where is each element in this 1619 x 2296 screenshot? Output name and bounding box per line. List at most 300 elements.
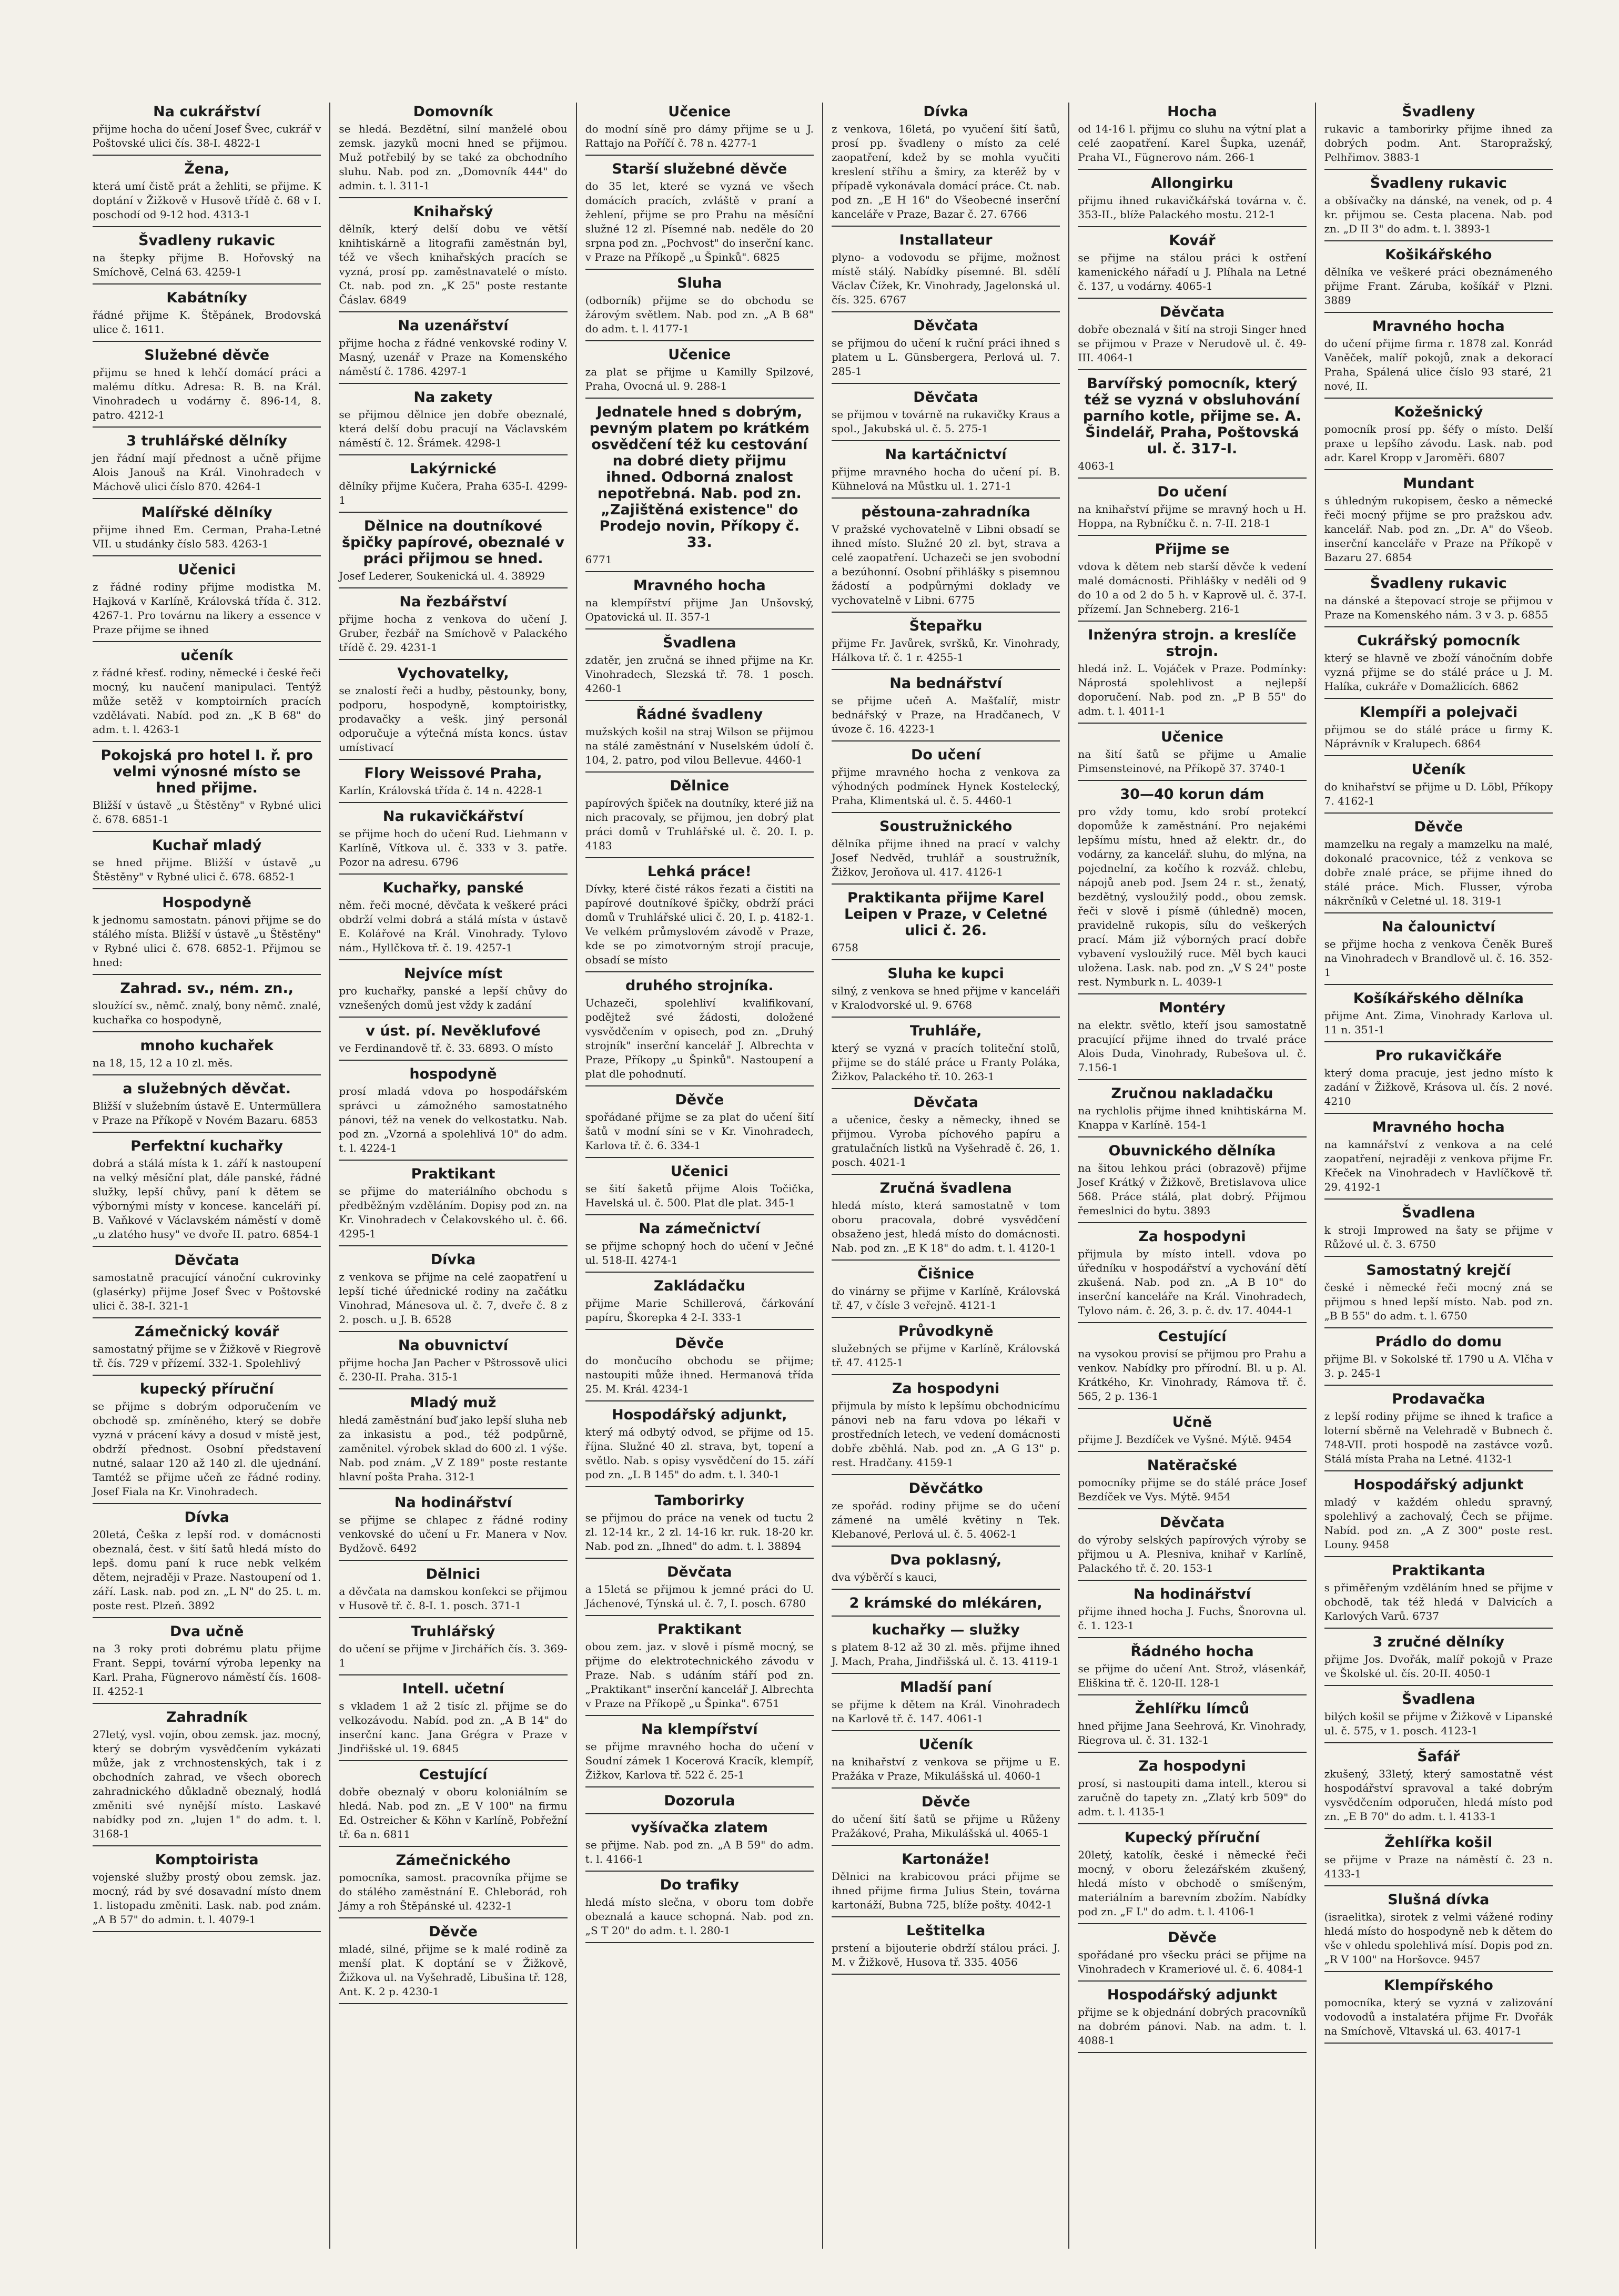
ad-text: přijme hocha z venkova do učení J. Gruber, řezbář na Smíchově v Palackého třídě č. 29. 4231-1 [339,613,568,654]
classified-ad [832,890,1060,960]
classified-ad [832,1023,1060,1089]
classified-ad [585,1621,814,1716]
ad-text: se přijmou do práce na venek od tuctu 2 zl. 12-14 kr., 2 zl. 14-16 kr. ruk. 18-20 kr. Nab. pod zn. „Ihned" do adm. t. l. 38894 [585,1511,814,1552]
ad-text: dobře obeznalá v šití na stroji Singer hned se přijmou v Praze v Nerudově ul. č. 49-III. 4064-1 [1078,323,1307,364]
classified-ad [1078,1457,1306,1509]
ad-heading: Děvče [675,1335,724,1352]
ad-divider [585,269,814,270]
ad-divider [93,974,321,975]
ad-text: ze spořád. rodiny přijme se do učení zámené na umělé květiny n Tek. Klebanové, Perlová ul. č. 5. 4062-1 [831,1499,1060,1540]
ad-heading: Mravného hocha [1372,318,1505,334]
ad-divider [585,971,814,972]
ad-divider [832,812,1060,813]
ad-divider [93,426,321,428]
ad-text: pomocníky přijme se do stálé práce Josef Bezdíček ve Vys. Mýtě. 9454 [1078,1476,1307,1503]
ad-text: přijme Jos. Dvořák, malíř pokojů v Praze ve Školské ul. čís. 20-II. 4050-1 [1324,1653,1553,1680]
ad-divider [1324,1556,1553,1557]
ad-text: který má odbytý odvod, se přijme od 15. října. Služné 40 zl. strava, byt, topení a světlo. Nab. s opisy vysvědčení do 15. září pod zn. „L B 145" do adm. t. l. 340-1 [585,1426,814,1481]
classified-ad [339,1681,567,1761]
ad-heading: Mladý muž [410,1395,497,1411]
classified-ad [1324,1048,1553,1114]
classified-ad [585,275,814,341]
ad-heading: Řádné švadleny [636,706,763,723]
ad-text: přijme se k objednání dobrých pracovníků na dobrém pánovi. Nab. na adm. t. l. 4088-1 [1078,2006,1307,2047]
ad-heading: Cestující [419,1766,488,1783]
classified-ad [832,1323,1060,1375]
ad-heading: Učenici [670,1163,728,1180]
ad-text: prosí, si nastoupiti dama intell., kterou si zaručně do tapety zn. „Zlatý krb 509" do adm. t. l. 4135-1 [1078,1777,1307,1818]
ad-divider [93,888,321,889]
ad-text: zkušený, 33letý, který samostatně vést hospodářství spravoval a také dobrým vysvědčením odporučen, hledá místo pod zn. „E B 70" do adm. t. l. 4133-1 [1324,1767,1553,1823]
ad-text: přijme Marie Schillerová, čárkování papíru, Škorepka 4 2-I. 333-1 [585,1297,814,1324]
classified-ad [93,433,321,499]
ad-heading: Kuchařky, panské [382,880,524,896]
classified-ad [1324,404,1553,470]
ad-heading: Hocha [1167,104,1217,120]
ad-divider [1078,1408,1306,1409]
ad-heading: Učenice [668,347,731,363]
classified-ad [339,765,567,803]
ad-heading: Dva učně [169,1623,244,1640]
ad-heading: Na řezbářství [399,594,507,610]
classified-ad [832,675,1060,741]
ad-divider [339,311,567,312]
ad-heading: Švadleny rukavic [138,232,276,249]
classified-ad [585,1492,814,1559]
ad-divider [339,873,567,875]
classified-ad [1078,786,1306,994]
ad-divider [1324,812,1553,814]
ad-divider [585,571,814,572]
ad-text: přijme Fr. Javůrek, svršků, Kr. Vinohrady, Hálkova tř. č. 1 r. 4255-1 [831,637,1060,664]
ad-text: z venkova se přijme na celé zaopatření u lepší tiché úřednické rodiny na začátku Vinohrad, Mánesova ul. č. 7, dveře č. 8 z 2. posch. u J. B. 6528 [339,1271,568,1326]
ad-divider [585,398,814,399]
ad-divider [1078,1923,1306,1924]
ad-divider [585,628,814,629]
ad-text: se přijmou do učení k ruční práci ihned s platem u L. Günsbergera, Perlová ul. 7. 285-1 [831,337,1060,378]
classified-ad [1324,1749,1553,1829]
ad-divider [339,1017,567,1018]
ad-divider [832,1916,1060,1917]
ad-divider [832,226,1060,227]
ad-divider [1078,478,1306,479]
classified-ad [93,1623,321,1704]
ad-text: obou zem. jaz. v slově i písmě mocný, se přijme do elektrotechnického závodu v Praze. Nab. s udáním stáří pod zn. „Praktikant" inserční kancelář J. Albrechta v Praze na Příkopě „u Špinka". 6751 [585,1640,814,1710]
ad-text: pomocník prosí pp. šéfy o místo. Delší praxe u lepšího závodu. Lask. nab. pod adr. Karel Kropp v Jaroměři. 6807 [1324,423,1553,464]
ad-text: přijme mravného hocha z venkova za výhodných podmínek Hynek Kostelecký, Praha, Klimentská ul. č. 5. 4460-1 [831,766,1060,807]
ad-divider [585,1085,814,1086]
ad-text: Uchazeči, spolehliví kvalifikovaní, podějtež své žádosti, doložené vysvědčením v opisech, pod zn. „Druhý strojník" inserční kancelář J. Albrechta v Praze, Příkopy „u Špinků". Nastoupení a plat dle pohodnutí. [585,997,814,1080]
ad-heading: Praktikant [411,1166,495,1182]
classified-ad [1324,819,1553,913]
ad-text: do učení se přijme v Jirchářích čís. 3. 369-1 [339,1642,568,1669]
ad-text: se přijme s dobrým odporučením ve obchodě sp. zmíněného, který se dobře vyzná v prácení kávy a dosud v místě jest, obdrží přednost. Osobní představení nutné, salaar 120 až 140 zl. dle ujednání. Tamtéž se přijme učeň ze řádné rodiny. Josef Fiala na Kr. Vinohradech. [93,1400,321,1498]
ad-text: přijme Ant. Zima, Vinohrady Karlova ul. 11 n. 351-1 [1324,1009,1553,1036]
ad-divider [585,1942,814,1943]
ad-text: na rychlolis přijme ihned knihtiskárna M. Knappa v Karlíně. 154-1 [1078,1104,1307,1131]
ad-text: se přijmou dělnice jen dobře obeznalé, která delší dobu pracují na Václavském náměstí č. 12. Šrámek. 4298-1 [339,408,568,449]
ad-heading: Inženýra strojn. a kreslíče strojn. [1088,627,1297,659]
ad-text: se přijme se chlapec z řádné rodiny venkovské do učení u Fr. Manera v Nov. Bydžově. 6492 [339,1513,568,1555]
ad-divider [1324,1327,1553,1328]
ad-divider [832,1974,1060,1975]
classified-ad [339,1766,567,1847]
classified-ad [1324,1262,1553,1328]
classified-ad [832,1736,1060,1789]
ad-text: prosí mladá vdova po hospodářském správci u zámožného samostatného pánovi, též na venek do velkostatku. Nab. pod zn. „Vzorná a spolehlivá 10" do adm. t. l. 4224-1 [339,1085,568,1154]
ad-heading: Starší služebné děvče [612,161,787,177]
ad-text: na knihařství z venkova se přijme u E. Pražáka v Praze, Mikulášská ul. 4060-1 [831,1755,1060,1782]
ad-divider [1324,1828,1553,1829]
ad-divider [1078,1451,1306,1452]
ad-divider [1078,780,1306,781]
classified-ad [832,1266,1060,1318]
ad-text: Dívky, které čisté rákos řezati a čistiti na papírové doutníkové špičky, obdrží práci domů v Truhlářské ulici č. 20, I. p. 4182-1. Ve velkém průmyslovém závodě v Praze, kde se po zimotvorným strojí pracuje, obsadí se místo [585,882,814,966]
ad-divider [93,831,321,832]
ad-divider [585,1272,814,1273]
ad-text: silný, z venkova se hned přijme v kanceláři v Kralodvorské ul. 9. 6768 [831,984,1060,1011]
ad-text: na elektr. světlo, kteří jsou samostatně pracující přijme ihned do trvalé práce Alois Duda, Vinohrady, Rubešova ul. č. 7.156-1 [1078,1019,1307,1074]
ad-text: se přijme schopný hoch do učení v Ječné ul. 518-II. 4274-1 [585,1240,814,1266]
classified-ad [93,1081,321,1133]
ad-heading: Švadleny [1402,104,1475,120]
ad-heading: 2 krámské do mlékáren, [849,1595,1043,1611]
classified-ad [585,978,814,1086]
ad-heading: Žehlířka košil [1384,1834,1493,1851]
classified-ad [339,1066,567,1161]
ad-text: se znalostí řeči a hudby, pěstounky, bony, podporu, hospodyně, komptoiristky, prodavačky a vešk. jiný personál odporučuje a výtečná místa koncs. ústav umístivací [339,684,568,754]
ad-divider [93,1375,321,1376]
ad-heading: Allongirku [1151,175,1233,191]
ad-text: bilých košil se přijme v Žižkově v Lipanské ul. č. 575, v 1. posch. 4123-1 [1324,1710,1553,1737]
ad-divider [339,512,567,513]
ad-divider [832,440,1060,441]
ad-heading: v úst. pí. Nevěklufové [366,1023,541,1039]
classified-ad [1324,990,1553,1042]
classified-ad [339,1337,567,1389]
ad-divider [339,1846,567,1847]
ad-divider [93,341,321,342]
ad-divider [1078,1322,1306,1323]
classified-ad [1078,1328,1306,1409]
ad-heading: a služebných děvčat. [123,1081,291,1097]
ad-heading: mnoho kuchařek [140,1038,274,1054]
ad-divider [1078,1752,1306,1753]
ad-divider [1324,1971,1553,1972]
classified-ad [585,1564,814,1616]
classified-ad [93,837,321,889]
classified-ad [339,204,567,312]
ad-divider [339,802,567,803]
ad-heading: Nejvíce míst [403,966,503,982]
classified-ad [339,966,567,1018]
ad-heading: Mravného hocha [633,577,766,594]
ad-heading: Na rukavičkářství [382,808,524,825]
classified-ad [1078,1414,1306,1452]
ad-divider [339,1760,567,1761]
classified-ad [339,1566,567,1618]
ad-heading: Učeník [918,1736,973,1753]
ad-text: na klempířství přijme Jan Unšovský, Opatovická ul. II. 357-1 [585,596,814,623]
classified-ad [1324,761,1553,814]
ad-text: (israelitka), sirotek z velmi vážené rodiny hledá místo do hospodyně neb k dětem do vše v ohledu spolehlivá mísí. Dopis pod zn. „R V 100" na Horšovce. 9457 [1324,1911,1553,1966]
classified-ad [1324,1892,1553,1972]
ad-divider [585,857,814,858]
classified-ad [93,1324,321,1376]
ad-divider [585,1214,814,1215]
ad-divider [1078,298,1306,299]
classified-ad [1324,575,1553,627]
ad-divider [93,1503,321,1504]
ad-divider [585,340,814,341]
classified-ad [93,161,321,227]
ad-heading: Barvířský pomocník, který též se vyzná v obsluhování parního kotle, přijme se. A. Šindelář, Praha, Poštovská ul. č. 317-I. [1082,375,1302,457]
classified-ad [1324,1977,1553,2044]
ad-text: jen řádní mají přednost a učně přijme Alois Janouš na Král. Vinohradech v Máchově ulici číslo 870. 4264-1 [93,452,321,493]
ad-heading: Švadleny rukavic [1370,575,1507,592]
ad-heading: Na zakety [413,389,493,405]
ad-heading: Intell. učetní [402,1681,504,1697]
ad-text: zdatěr, jen zručná se ihned přijme na Kr. Vinohradech, Slezská tř. 78. 1 posch. 4260-1 [585,654,814,695]
ad-text: od 14-16 l. přijmu co sluhu na výtní plat a celé zaopatření. Karel Šupka, uzenář, Praha VI., Fügnerovo nám. 266-1 [1078,123,1307,164]
classified-ad [585,706,814,773]
classified-ad [585,104,814,156]
classified-ad [339,1252,567,1332]
ad-text: mužských košil na straj Wilson se přijmou na stálé zaměstnání v Nuselském údolí č. 104, 2. patro, pod vilou Bellevue. 4460-1 [585,725,814,766]
classified-ad [93,1852,321,1932]
ad-divider [93,1317,321,1318]
classified-ad [832,1794,1060,1846]
ad-heading: Čišnice [917,1266,975,1282]
classified-ad [832,1595,1060,1617]
ad-text: do knihařství se přijme u D. Löbl, Příkopy 7. 4162-1 [1324,780,1553,807]
ad-heading: Děvčata [913,318,978,334]
ad-divider [339,1060,567,1061]
ad-text: na šití šatů se přijme u Amalie Pimsensteinové, na Příkopě 37. 3740-1 [1078,748,1307,775]
ad-text: přijme hocha Jan Pacher v Pštrossově ulici č. 230-II. Praha. 315-1 [339,1356,568,1383]
ad-text: V pražské vychovatelně v Libni obsadí se ihned místo. Služné 20 zl. byt, strava a celé zaopatření. Uchazeči se jen svobodní a bezúhonní. Osobní přihlášky s pisemnou žádostí a podpůrnými doklady ve vychovatelně v Libni. 6775 [831,523,1060,606]
ad-heading: Soustružnického [879,818,1013,835]
ad-text: z řádné křesť. rodiny, německé i české řeči mocný, ku naučení manipulaci. Tentýž může setěž v komptoirních pracích vzdělávati. Nabíd. pod zn. „K B 68" do adm. t. l. 4263-1 [93,666,321,736]
ad-divider [93,1031,321,1032]
ad-divider [1078,1508,1306,1509]
ad-text: řádné přijme K. Štěpánek, Brodovská ulice č. 1611. [93,309,321,336]
classified-ad [1324,1391,1553,1471]
ad-divider [1078,535,1306,536]
classified-ad [339,518,567,588]
ad-text: a obšívačky na dánské, na venek, od p. 4 kr. přijmou se. Cesta placena. Nab. pod zn. „D II 3" do adm. t. l. 3893-1 [1324,194,1553,235]
ad-text: se přijme v Praze na náměstí č. 23 n. 4133-1 [1324,1853,1553,1880]
ad-heading: Prádlo do domu [1375,1334,1502,1350]
ad-divider [339,1388,567,1389]
ad-heading: Montéry [1159,1000,1226,1016]
ad-heading: Zámečnického [396,1852,511,1868]
ad-divider [832,669,1060,670]
classified-ad [93,1381,321,1504]
ad-divider [1078,1222,1306,1223]
ad-divider [93,1074,321,1075]
classified-ad [1324,1477,1553,1557]
ad-heading: Zahrad. sv., ném. zn., [120,980,294,997]
ad-divider [339,587,567,588]
ad-divider [93,283,321,285]
ad-divider [1324,240,1553,241]
ad-divider [1324,1885,1553,1886]
classified-ad [832,1851,1060,1917]
ad-divider [1324,1628,1553,1629]
ad-divider [339,959,567,960]
classified-ad [1078,1758,1306,1824]
ad-heading: Truhlářský [411,1623,495,1640]
classified-ad [585,635,814,701]
ad-divider [585,1400,814,1401]
ad-heading: Zahradník [166,1709,248,1725]
ad-heading: Na obuvnictví [398,1337,509,1354]
classified-ad [1078,375,1306,479]
ad-text: mladý v každém ohledu spravný, spolehlivý a zachovalý, Čech se přijme. Nabíd. pod zn. „A Z 300" poste rest. Louny. 9458 [1324,1496,1553,1551]
ad-text: dělníka přijme ihned na prací v valchy Josef Nedvěd, truhlář a soustružník, Žižkov, Jeroňova ul. 417. 4126-1 [831,837,1060,878]
classified-ad [585,778,814,858]
classified-ad [1324,1119,1553,1200]
ad-text: Dělnici na krabicovou práci přijme se ihned přijme firma Julius Stein, továrna kartonáží, Bubna 725, blíže pošty. 4042-1 [831,1870,1060,1911]
ad-text: něm. řeči mocné, děvčata k veškeré práci obdrží velmi dobrá a stálá místa v ústavě E. Kolářové na Král. Vinohrady. Tylovo nám., Hyllčkova tř. č. 19. 4257-1 [339,899,568,954]
ad-heading: Děvčata [1159,1515,1225,1531]
ad-divider [1078,993,1306,994]
classified-ad [1078,1701,1306,1753]
ad-text: se přijme do materiálního obchodu s předběžným vzděláním. Dopisy pod zn. na Kr. Vinohradech v Čelakovského ul. č. 66. 4295-1 [339,1185,568,1240]
classified-ad [339,1495,567,1561]
ad-divider [93,1845,321,1846]
classified-ad [339,808,567,875]
column-4 [822,103,1068,2249]
ad-heading: Domovník [413,104,493,120]
ad-text: s platem 8-12 až 30 zl. měs. přijme ihned J. Mach, Praha, Jindřišská ul. č. 13. 4119-1 [831,1641,1060,1668]
ad-heading: hospodyně [409,1066,497,1082]
ad-divider [1324,2043,1553,2044]
ad-text: plyno- a vodovodu se přijme, možnost místě stálý. Nabídky písemné. Bl. sdělí Václav Čížek, Kr. Vinohrady, Jagelonská ul. čís. 325. 6767 [831,251,1060,306]
classified-ad [1078,484,1306,536]
classified-ad [93,1252,321,1318]
ad-heading: Děvčata [1159,304,1225,320]
classified-ad [585,1793,814,1814]
ad-divider [832,1017,1060,1018]
ad-divider [832,1088,1060,1089]
classified-ad [1078,1000,1306,1080]
ad-heading: Učeník [1411,761,1466,778]
classified-ad [1078,1515,1306,1581]
ad-text: 20letá, Češka z lepší rod. v domácnosti obeznalá, čest. v šití šatů hledá místo do lepš. domu paní k ruce nebk velkém dětem, nejraději v Praze. Nastoupení od 1. září. Lask. nab. pod zn. „L N" do 25. t. m. poste rest. Plzeň. 3892 [93,1528,321,1612]
ad-text: do výroby selských papírových výroby se přijmou u A. Plesniva, knihař v Karlíně, Palackého tř. č. 20. 153-1 [1078,1533,1307,1574]
ad-divider [832,1259,1060,1261]
ad-text: pomocníka, samost. pracovníka přijme se do stálého zaměstnání E. Chleborád, roh Jámy a roh Štěpánské ul. 4232-1 [339,1871,568,1912]
ad-text: 6758 [831,941,858,954]
ad-divider [339,1488,567,1489]
classified-ad [1078,1586,1306,1638]
classified-ad [832,1380,1060,1475]
ad-text: který se vyzná v pracích toliteční stolů, přijme se do stálé práce u Franty Poláka, Žižkov, Palackého tř. 10. 263-1 [831,1042,1060,1083]
classified-ad [339,1623,567,1675]
classified-ad [1324,475,1553,570]
ad-heading: Lakýrnické [410,461,497,477]
ad-text: přijmu se hned k lehčí domácí práci a malému dítku. Adresa: R. B. na Král. Vinohradech u vodárny č. 896-14, 8. patro. 4212-1 [93,366,321,421]
ad-heading: Klempířského [1383,1977,1493,1994]
ad-text: a učenice, česky a německy, ihned se přijmou. Vyroba píchového papíru a gratulačních listků na Vyšehradě č. 26, 1. posch. 4021-1 [831,1113,1060,1169]
ad-divider [1078,2052,1306,2053]
ad-text: sloužící sv., němč. znalý, bony němč. znalé, kuchařka co hospodyně, [93,999,321,1026]
ad-heading: Učenice [668,104,731,120]
classified-ad [93,1138,321,1247]
classified-ad [1324,919,1553,985]
ad-heading: 30—40 korun dám [1120,786,1264,802]
classified-ad [585,577,814,629]
ad-heading: Mundant [1403,475,1474,492]
ad-text: hned přijme Jana Seehrová, Kr. Vinohrady, Riegrova ul. č. 31. 132-1 [1078,1720,1307,1746]
classified-ad [832,504,1060,613]
classified-ad [585,1092,814,1158]
classified-ad [339,318,567,384]
ad-text: do učení přijme firma r. 1878 zal. Konrád Vaněček, malíř pokojů, znak a dekorací Praha, Spálená ulice číslo 93 staré, 21 nové, II. [1324,337,1553,392]
classified-ad [339,1023,567,1061]
classified-ad [339,880,567,960]
ad-heading: Děvče [429,1924,478,1940]
classified-ad [1324,1691,1553,1743]
ad-heading: Malířské dělníky [141,504,272,521]
classified-ad [1078,1143,1306,1223]
classified-ad [1078,175,1306,227]
classified-ad [832,232,1060,312]
ad-heading: Knihařský [413,204,493,220]
ad-text: se přijme učeň A. Mašťalíř, mistr bednářský v Praze, na Hradčanech, V úvoze č. 16. 4223-1 [831,694,1060,735]
ad-heading: Děvčata [913,389,978,405]
ad-text: dělníka ve veškeré práci obeznámeného přijme Frant. Záruba, košíkář v Plzni. 3889 [1324,266,1553,307]
ad-divider [339,454,567,455]
ad-heading: Klempíři a polejvači [1359,704,1518,720]
ad-text: dobrá a stálá místa k 1. září k nastoupení na velký měsíční plat, dále panské, řádné služky, lepší chůvy, paní k dětem se výbornými místy v koncese. kanceláři pí. B. Vaňkové v Václavském náměstí v domě „u zlatého husy" ve dvoře II. patro. 6854-1 [93,1157,321,1241]
ad-heading: Flory Weissové Praha, [364,765,542,781]
ad-text: hledá místo slečna, v oboru tom dobře obeznalá a kauce schopná. Nab. pod zn. „S T 20" do adm. t. l. 280-1 [585,1896,814,1937]
classified-ad [585,1335,814,1401]
ad-heading: vyšívačka zlatem [631,1820,768,1836]
ad-text: z venkova, 16letá, po vyučení šití šatů, prosí pp. švadleny o místo za celé zaopatření, kdež by se mohla vyučiti kreslení stříhu a šmiry, za kterěž by v případě vykonávala domácí práce. Ct. nab. pod zn. „E H 16" do Všeobecné inserční kanceláře v Praze, Bazar č. 27. 6766 [831,123,1060,220]
ad-text: a děvčata na damskou konfekci se přijmou v Husově tř. č. 8-I. 1. posch. 371-1 [339,1585,568,1612]
ad-heading: Dělnici [426,1566,481,1582]
ad-heading: Mravného hocha [1372,1119,1505,1135]
classified-ad [585,863,814,972]
ad-divider [585,1715,814,1716]
ad-divider [1324,1113,1553,1114]
classified-ad [585,1820,814,1872]
classified-ad [93,504,321,556]
ad-divider [1324,698,1553,699]
ad-heading: Učenice [1160,729,1223,745]
ad-text: do učení šití šatů se přijme u Růženy Pražákové, Praha, Mikulášská ul. 4065-1 [831,1813,1060,1840]
ad-text: dobře obeznalý v oboru koloniálním se hledá. Nab. pod zn. „E V 100" na firmu Ed. Ostreicher & Köhn v Karlíně, Pobřežní tř. 6a n. 6811 [339,1785,568,1841]
ad-heading: Košikářského [1385,247,1492,263]
classified-ad [1078,304,1306,370]
ad-text: z řádné rodiny přijme modistka M. Hajková v Karlíně, Královská třída č. 312. 4267-1. Pro továrnu na likery a essence v Praze přijme se ihned [93,581,321,636]
ad-heading: Šafář [1417,1749,1460,1765]
ad-text: se přijme do učení Ant. Strož, vlásenkář, Eliškina tř. č. 120-II. 128-1 [1078,1662,1307,1689]
ad-divider [339,197,567,198]
ad-heading: Slušná dívka [1388,1892,1490,1908]
ad-divider [1078,369,1306,370]
ad-divider [339,1617,567,1618]
ad-heading: Natěračské [1147,1457,1238,1474]
classified-ad [1324,704,1553,756]
ad-heading: Perfektní kuchařky [130,1138,284,1154]
ad-heading: Děvče [675,1092,724,1108]
classified-ad [832,1679,1060,1731]
